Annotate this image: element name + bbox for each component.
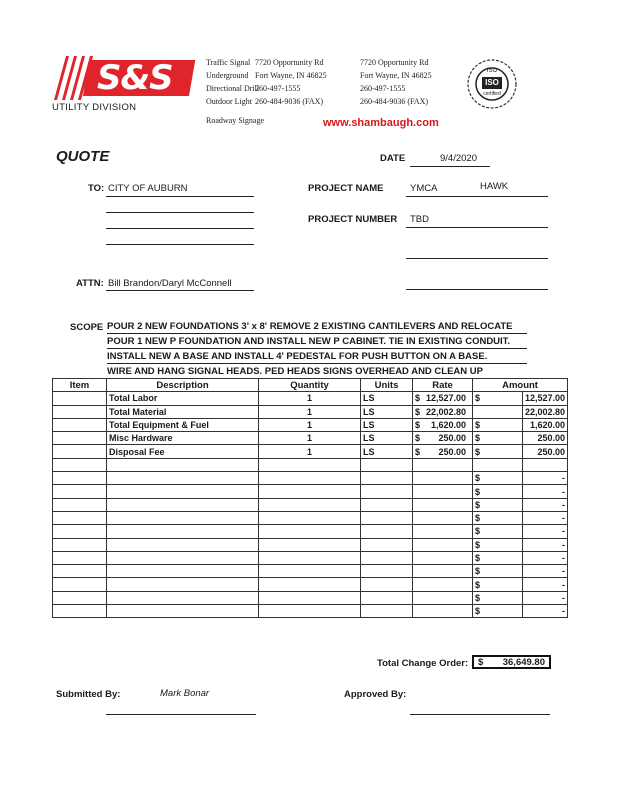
rate-cell xyxy=(413,511,473,524)
scope-line: POUR 2 NEW FOUNDATIONS 3' x 8' REMOVE 2 EXISTING CANTILEVERS AND RELOCATE xyxy=(107,320,527,334)
quantity-cell: 1 xyxy=(259,405,361,418)
item-cell xyxy=(53,418,107,431)
rate-cell xyxy=(413,538,473,551)
amount-value: - xyxy=(523,511,568,524)
table-row xyxy=(53,432,568,445)
units-cell: LS xyxy=(361,405,413,418)
to-label: TO: xyxy=(88,183,105,194)
rate-currency: $ xyxy=(415,406,421,417)
signature-line xyxy=(410,714,550,715)
item-cell xyxy=(53,525,107,538)
project-number-value: TBD xyxy=(410,214,429,225)
units-cell xyxy=(361,472,413,485)
description-cell xyxy=(107,498,259,511)
table-row xyxy=(53,551,568,564)
units-cell xyxy=(361,538,413,551)
amount-currency: $ xyxy=(473,511,523,524)
attn-label: ATTN: xyxy=(76,278,104,289)
quantity-cell xyxy=(259,472,361,485)
scope-line: WIRE AND HANG SIGNAL HEADS. PED HEADS SIGNS OVERHEAD AND CLEAN UP xyxy=(107,365,527,379)
description-cell xyxy=(107,485,259,498)
address-line: 260-484-9036 (FAX) xyxy=(255,97,324,106)
website-link[interactable]: www.shambaugh.com xyxy=(323,117,439,129)
address-line: 7720 Opportunity Rd xyxy=(360,58,429,67)
amount-currency: $ xyxy=(473,498,523,511)
units-cell xyxy=(361,485,413,498)
item-cell xyxy=(53,472,107,485)
rate-cell xyxy=(413,498,473,511)
units-cell xyxy=(361,458,413,471)
project-number-label: PROJECT NUMBER xyxy=(308,214,398,225)
amount-value: 22,002.80 xyxy=(523,405,568,418)
rate-cell xyxy=(413,525,473,538)
table-row xyxy=(53,578,568,591)
scope-line: INSTALL NEW A BASE AND INSTALL 4' PEDESTAL FOR PUSH BUTTON ON A BASE. xyxy=(107,350,527,364)
seal-bottom-text: certified xyxy=(483,91,501,97)
table-row xyxy=(53,591,568,604)
quantity-cell xyxy=(259,605,361,618)
signature-line xyxy=(106,714,256,715)
to-value: CITY OF AUBURN xyxy=(108,183,188,194)
submitted-by-value: Mark Bonar xyxy=(160,688,210,699)
amount-value: - xyxy=(523,498,568,511)
total-box xyxy=(472,655,551,669)
units-cell xyxy=(361,511,413,524)
to-line xyxy=(106,212,254,213)
units-cell xyxy=(361,498,413,511)
description-cell: Misc Hardware xyxy=(107,432,259,445)
item-cell xyxy=(53,405,107,418)
address-block-1 xyxy=(255,56,327,108)
rate-value: 250.00 xyxy=(438,446,466,457)
submitted-by-label: Submitted By: xyxy=(56,689,121,700)
description-cell xyxy=(107,605,259,618)
rate-value: 1,620.00 xyxy=(430,420,466,431)
description-cell xyxy=(107,551,259,564)
amount-value: - xyxy=(523,538,568,551)
quantity-cell: 1 xyxy=(259,392,361,405)
description-cell xyxy=(107,565,259,578)
scope-line: POUR 1 NEW P FOUNDATION AND INSTALL NEW P CABINET. TIE IN EXISTING CONDUIT. xyxy=(107,335,527,349)
units-cell: LS xyxy=(361,392,413,405)
units-cell xyxy=(361,591,413,604)
quantity-cell xyxy=(259,498,361,511)
service-item: Directional Drill xyxy=(206,84,260,93)
rate-cell xyxy=(413,605,473,618)
rate-currency: $ xyxy=(415,420,421,431)
quantity-cell xyxy=(259,578,361,591)
column-header: Units xyxy=(361,379,413,392)
table-row xyxy=(53,392,568,405)
description-cell xyxy=(107,591,259,604)
description-cell: Total Equipment & Fuel xyxy=(107,418,259,431)
rate-cell xyxy=(413,458,473,471)
table-row xyxy=(53,445,568,458)
column-header: Amount xyxy=(473,379,568,392)
item-cell xyxy=(53,591,107,604)
to-line xyxy=(106,244,254,245)
quantity-cell xyxy=(259,591,361,604)
description-cell xyxy=(107,472,259,485)
address-line: 260-497-1555 xyxy=(255,84,301,93)
address-line: Fort Wayne, IN 46825 xyxy=(360,71,432,80)
amount-value: - xyxy=(523,551,568,564)
amount-value: 250.00 xyxy=(523,445,568,458)
address-line: 7720 Opportunity Rd xyxy=(255,58,324,67)
page-title: QUOTE xyxy=(56,148,110,165)
amount-currency: $ xyxy=(473,538,523,551)
rate-cell xyxy=(413,392,473,405)
item-cell xyxy=(53,392,107,405)
units-cell: LS xyxy=(361,432,413,445)
amount-value xyxy=(523,458,568,471)
units-cell: LS xyxy=(361,445,413,458)
description-cell: Disposal Fee xyxy=(107,445,259,458)
rate-value: 12,527.00 xyxy=(425,393,466,404)
amount-currency xyxy=(473,458,523,471)
seal-mid-text: ISO xyxy=(485,78,499,87)
total-label: Total Change Order: xyxy=(377,658,469,669)
rate-currency: $ xyxy=(415,393,421,404)
units-cell xyxy=(361,551,413,564)
amount-currency: $ xyxy=(473,578,523,591)
item-cell xyxy=(53,551,107,564)
table-row xyxy=(53,485,568,498)
quantity-cell: 1 xyxy=(259,432,361,445)
table-row xyxy=(53,605,568,618)
description-cell xyxy=(107,511,259,524)
rate-value: 22,002.80 xyxy=(425,406,466,417)
address-line: Fort Wayne, IN 46825 xyxy=(255,71,327,80)
table-row xyxy=(53,458,568,471)
rate-cell xyxy=(413,591,473,604)
rate-cell xyxy=(413,578,473,591)
table-body xyxy=(53,392,568,618)
amount-value: - xyxy=(523,591,568,604)
description-cell xyxy=(107,578,259,591)
amount-currency: $ xyxy=(473,525,523,538)
units-cell: LS xyxy=(361,418,413,431)
rate-cell xyxy=(413,418,473,431)
rate-cell xyxy=(413,432,473,445)
item-cell xyxy=(53,458,107,471)
units-cell xyxy=(361,525,413,538)
item-cell xyxy=(53,432,107,445)
item-cell xyxy=(53,578,107,591)
units-cell xyxy=(361,605,413,618)
seal-top-text: ISO xyxy=(486,68,498,74)
table-row xyxy=(53,498,568,511)
amount-value: 12,527.00 xyxy=(523,392,568,405)
item-cell xyxy=(53,565,107,578)
quantity-cell xyxy=(259,485,361,498)
amount-currency: $ xyxy=(473,392,523,405)
table-row xyxy=(53,525,568,538)
service-item: Outdoor Light xyxy=(206,97,252,106)
project-name-label: PROJECT NAME xyxy=(308,183,384,194)
table-row xyxy=(53,511,568,524)
amount-value: - xyxy=(523,525,568,538)
attn-value: Bill Brandon/Daryl McConnell xyxy=(108,278,232,289)
description-cell: Total Labor xyxy=(107,392,259,405)
amount-currency xyxy=(473,405,523,418)
line-items-table xyxy=(52,378,568,618)
address-block-2 xyxy=(360,56,432,108)
amount-value: - xyxy=(523,472,568,485)
rate-cell xyxy=(413,565,473,578)
table-header-row xyxy=(53,379,568,392)
table-row xyxy=(53,405,568,418)
division-label: UTILITY DIVISION xyxy=(52,102,137,113)
rate-cell xyxy=(413,445,473,458)
amount-value: - xyxy=(523,565,568,578)
rate-value: 250.00 xyxy=(438,433,466,444)
quantity-cell xyxy=(259,538,361,551)
service-item: Traffic Signal xyxy=(206,58,251,67)
project-name-value-2: HAWK xyxy=(480,181,509,192)
logo-text: S&S xyxy=(97,58,173,98)
description-cell xyxy=(107,525,259,538)
description-cell: Total Material xyxy=(107,405,259,418)
item-cell xyxy=(53,511,107,524)
item-cell xyxy=(53,498,107,511)
total-value: 36,649.80 xyxy=(502,656,545,668)
date-label: DATE xyxy=(380,153,406,164)
column-header: Item xyxy=(53,379,107,392)
table-row xyxy=(53,472,568,485)
units-cell xyxy=(361,578,413,591)
amount-currency: $ xyxy=(473,432,523,445)
description-cell xyxy=(107,538,259,551)
quantity-cell xyxy=(259,565,361,578)
table-row xyxy=(53,538,568,551)
rate-cell xyxy=(413,551,473,564)
total-currency: $ xyxy=(478,656,484,668)
to-line xyxy=(106,228,254,229)
column-header: Description xyxy=(107,379,259,392)
quantity-cell xyxy=(259,458,361,471)
quantity-cell xyxy=(259,525,361,538)
amount-value: 250.00 xyxy=(523,432,568,445)
company-logo xyxy=(50,56,200,104)
iso-seal xyxy=(464,56,520,112)
item-cell xyxy=(53,485,107,498)
amount-value: - xyxy=(523,485,568,498)
item-cell xyxy=(53,445,107,458)
amount-currency: $ xyxy=(473,418,523,431)
amount-currency: $ xyxy=(473,565,523,578)
rate-currency: $ xyxy=(415,446,421,457)
approved-by-label: Approved By: xyxy=(344,689,407,700)
rate-cell xyxy=(413,485,473,498)
rate-cell xyxy=(413,472,473,485)
scope-label: SCOPE xyxy=(70,322,104,333)
service-item: Underground xyxy=(206,71,249,80)
item-cell xyxy=(53,538,107,551)
column-header: Rate xyxy=(413,379,473,392)
amount-currency: $ xyxy=(473,551,523,564)
to-line xyxy=(106,196,254,197)
description-cell xyxy=(107,458,259,471)
quantity-cell: 1 xyxy=(259,445,361,458)
quantity-cell: 1 xyxy=(259,418,361,431)
amount-currency: $ xyxy=(473,591,523,604)
amount-value: 1,620.00 xyxy=(523,418,568,431)
service-item: Roadway Signage xyxy=(206,116,264,125)
quantity-cell xyxy=(259,511,361,524)
rate-currency: $ xyxy=(415,433,421,444)
quantity-cell xyxy=(259,551,361,564)
address-line: 260-497-1555 xyxy=(360,84,406,93)
item-cell xyxy=(53,605,107,618)
column-header: Quantity xyxy=(259,379,361,392)
amount-currency: $ xyxy=(473,485,523,498)
amount-currency: $ xyxy=(473,472,523,485)
amount-currency: $ xyxy=(473,445,523,458)
rate-cell xyxy=(413,405,473,418)
amount-currency: $ xyxy=(473,605,523,618)
address-line: 260-484-9036 (FAX) xyxy=(360,97,429,106)
table-row xyxy=(53,418,568,431)
units-cell xyxy=(361,565,413,578)
project-name-value: YMCA xyxy=(410,183,438,194)
amount-value: - xyxy=(523,578,568,591)
table-row xyxy=(53,565,568,578)
date-value: 9/4/2020 xyxy=(440,153,477,164)
amount-value: - xyxy=(523,605,568,618)
